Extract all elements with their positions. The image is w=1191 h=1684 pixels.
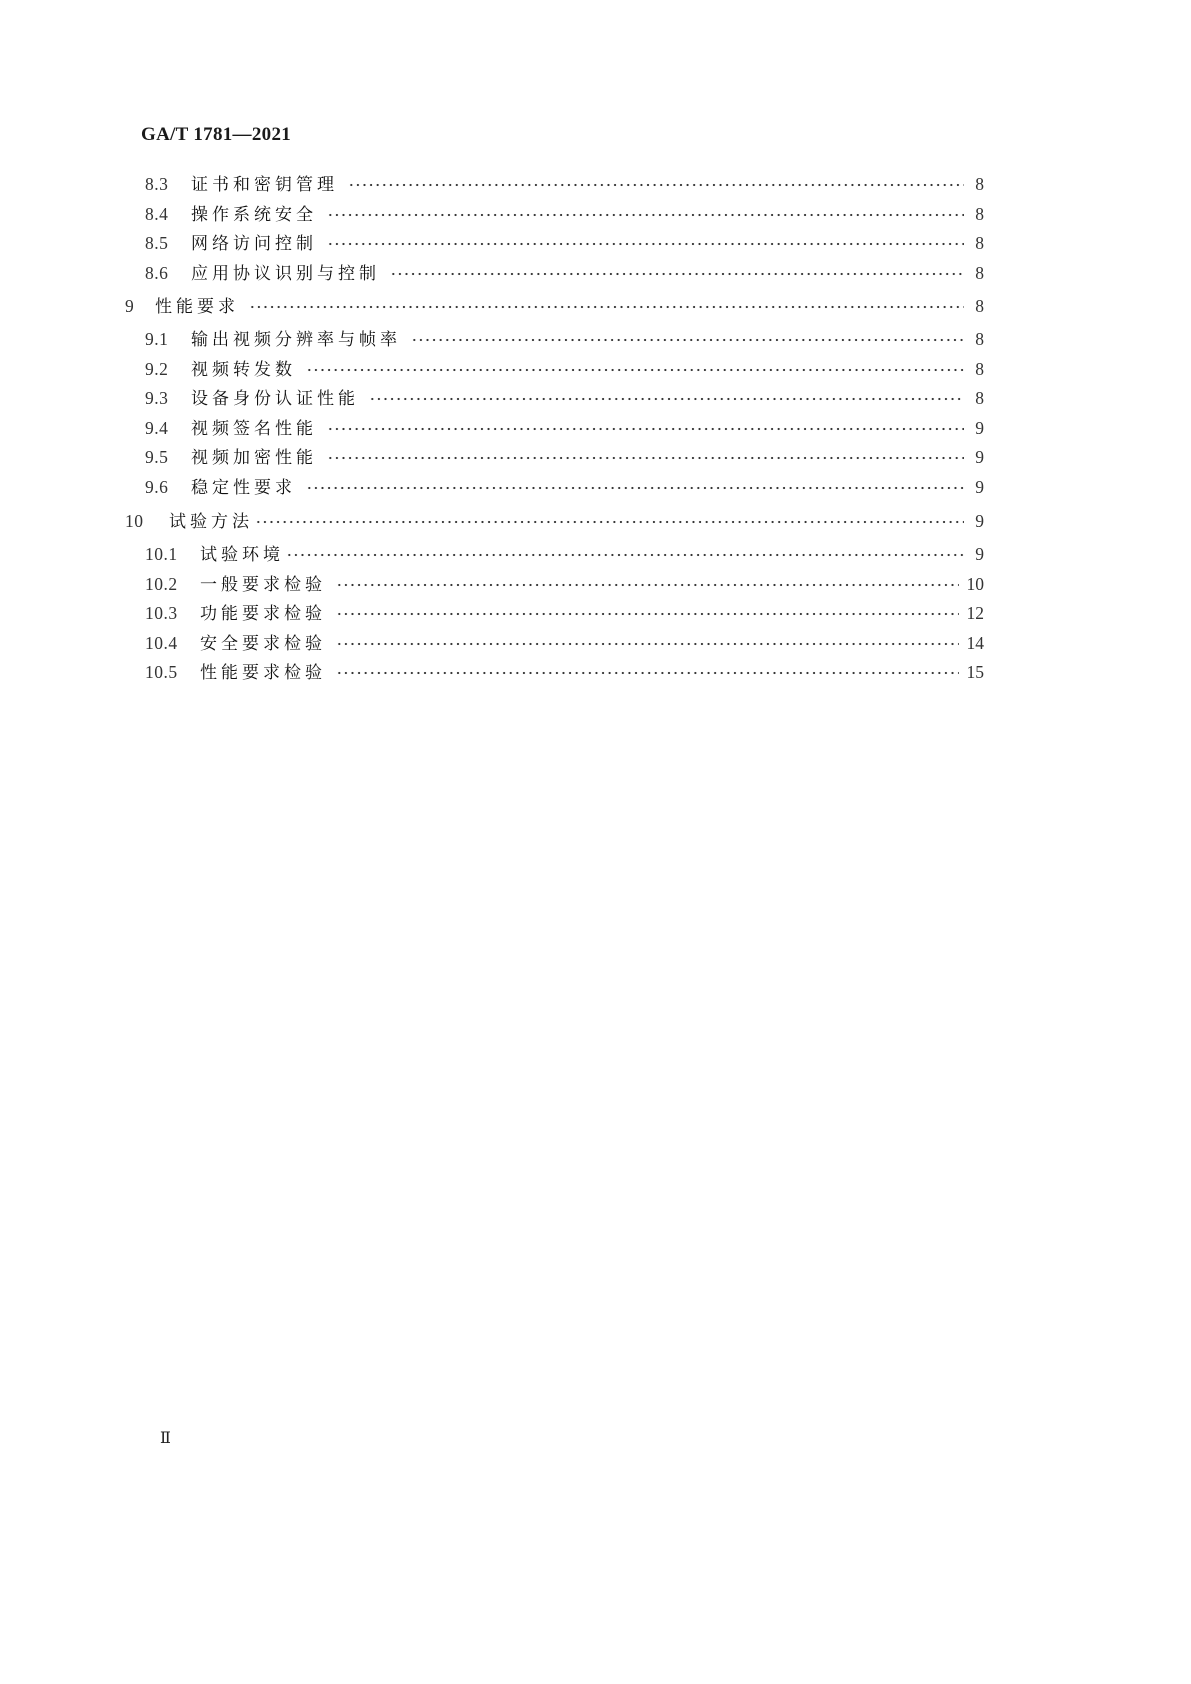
toc-entry-title: 试验环境 [200,545,284,565]
toc-entry-title: 一般要求检验 [200,575,326,595]
toc-entry[interactable] [145,198,984,225]
toc-entry-page: 8 [975,296,984,316]
toc-dot-leader [411,323,964,345]
toc-entry[interactable] [125,290,984,317]
toc-entry-number: 10.5 [145,662,178,682]
toc-entry-number: 9.2 [145,359,169,379]
toc-entry[interactable] [145,627,984,654]
toc-entry-page: 9 [975,447,984,467]
toc-entry-title: 安全要求检验 [200,634,326,654]
toc-entry-title: 视频加密性能 [191,448,317,468]
document-code: GA/T 1781—2021 [141,124,292,145]
toc-entry[interactable] [145,597,984,624]
toc-entry-page: 12 [966,603,984,623]
toc-entry-page: 8 [975,359,984,379]
toc-entry-page: 8 [975,329,984,349]
toc-dot-leader [390,257,964,279]
toc-entry-title: 网络访问控制 [191,234,317,254]
toc-entry-title: 试验方法 [169,512,253,532]
toc-entry[interactable] [145,227,984,254]
toc-entry-page: 15 [966,662,984,682]
toc-entry-number: 8.4 [145,204,169,224]
toc-entry-title: 性能要求检验 [200,663,326,683]
toc-entry-page: 9 [975,418,984,438]
toc-entry[interactable] [145,168,984,195]
toc-entry-number: 10.1 [145,544,178,564]
toc-entry-title: 功能要求检验 [200,604,326,624]
toc-dot-leader [306,471,964,493]
toc-entry-page: 9 [975,544,984,564]
toc-entry-title: 设备身份认证性能 [191,389,359,409]
toc-entry[interactable] [145,257,984,284]
toc-entry-title: 性能要求 [155,297,239,317]
page-number: Ⅱ [160,1430,171,1447]
toc-entry-number: 10.4 [145,633,178,653]
toc-entry[interactable] [145,568,984,595]
toc-entry-page: 8 [975,174,984,194]
toc-entry[interactable] [145,323,984,350]
toc-entry-title: 应用协议识别与控制 [191,264,380,284]
toc-entry-page: 14 [966,633,984,653]
toc-entry[interactable] [145,471,984,498]
toc-dot-leader [249,290,964,312]
toc-entry-number: 9.6 [145,477,169,497]
toc-entry[interactable] [145,656,984,683]
toc-entry[interactable] [125,505,984,532]
toc-entry-title: 稳定性要求 [191,478,296,498]
toc-entry-page: 9 [975,477,984,497]
toc-entry-number: 8.6 [145,263,169,283]
toc-entry-title: 证书和密钥管理 [191,175,338,195]
toc-entry-title: 视频转发数 [191,360,296,380]
toc-dot-leader [327,227,964,249]
toc-dot-leader [348,168,964,190]
toc-dot-leader [336,597,959,619]
toc-entry-number: 9.5 [145,447,169,467]
toc-entry[interactable] [145,353,984,380]
toc-entry-page: 8 [975,263,984,283]
toc-entry-number: 8.5 [145,233,169,253]
toc-dot-leader [369,382,964,404]
toc-dot-leader [327,198,964,220]
toc-dot-leader [336,568,959,590]
toc-dot-leader [255,505,964,527]
toc-dot-leader [336,656,959,678]
toc-entry-number: 10.2 [145,574,178,594]
toc-entry-number: 8.3 [145,174,169,194]
toc-entry-page: 8 [975,233,984,253]
toc-dot-leader [286,538,964,560]
toc-entry-number: 10 [125,511,144,531]
toc-entry-page: 10 [966,574,984,594]
toc-entry[interactable] [145,382,984,409]
toc-dot-leader [306,353,964,375]
toc-entry-title: 操作系统安全 [191,205,317,225]
toc-entry-number: 9.3 [145,388,169,408]
toc-dot-leader [327,412,964,434]
toc-entry-page: 9 [975,511,984,531]
toc-dot-leader [327,441,964,463]
toc-entry-title: 输出视频分辨率与帧率 [191,330,401,350]
toc-entry-number: 9 [125,296,135,316]
toc-entry-number: 9.1 [145,329,169,349]
toc-entry-number: 10.3 [145,603,178,623]
toc-entry-number: 9.4 [145,418,169,438]
toc-entry-page: 8 [975,204,984,224]
toc-entry[interactable] [145,538,984,565]
toc-entry-title: 视频签名性能 [191,419,317,439]
toc-dot-leader [336,627,959,649]
toc-entry-page: 8 [975,388,984,408]
toc-entry[interactable] [145,441,984,468]
toc-entry[interactable] [145,412,984,439]
